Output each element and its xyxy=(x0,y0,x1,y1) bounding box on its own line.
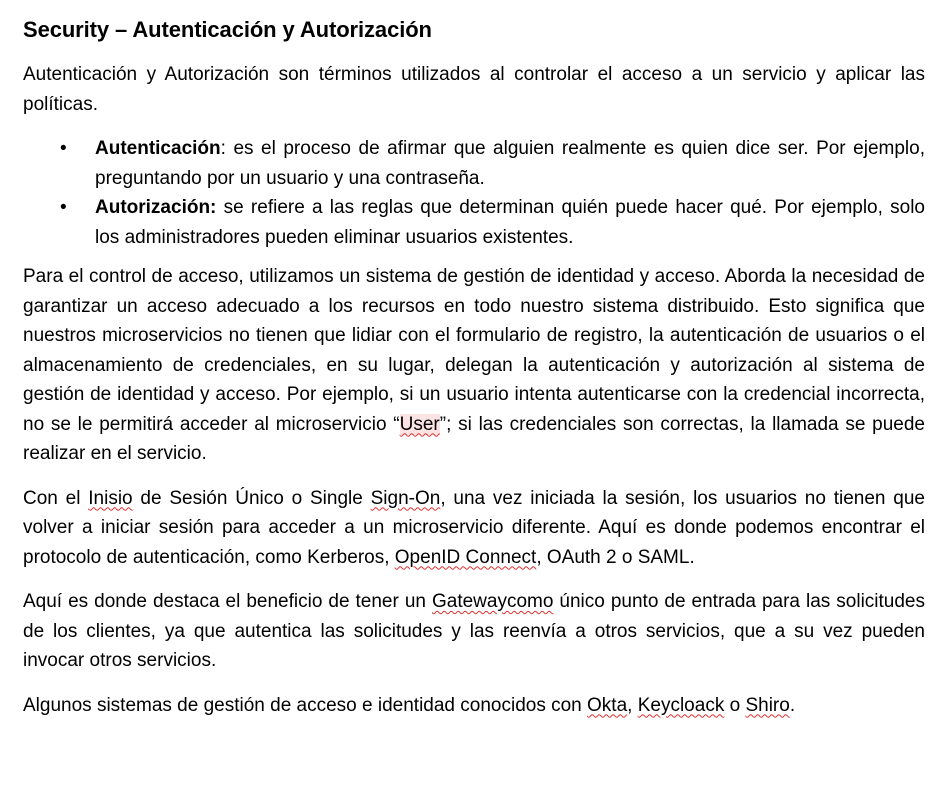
bullet-icon: • xyxy=(60,197,67,218)
spellcheck-word-shiro[interactable]: Shiro xyxy=(745,694,790,716)
iam-text: Algunos sistemas de gestión de acceso e identidad conocidos con xyxy=(23,694,588,716)
definition-autorizacion: se refiere a las reglas que determinan quién puede hacer qué. Por ejemplo, solo los administradores pueden eliminar usuarios existentes. xyxy=(95,197,925,248)
spellcheck-word-inisio[interactable]: Inisio xyxy=(88,487,133,509)
page-title: Security – Autenticación y Autorización xyxy=(23,17,432,42)
iam-systems-paragraph xyxy=(23,691,925,721)
term-autenticacion: Autenticación xyxy=(95,138,221,159)
spellcheck-word-gatewaycomo[interactable]: Gatewaycomo xyxy=(431,591,554,612)
list-item-autorizacion xyxy=(23,193,925,252)
gateway-paragraph xyxy=(23,587,925,676)
spellcheck-word-user[interactable]: User xyxy=(399,413,440,435)
term-autorizacion: Autorización: xyxy=(95,197,217,218)
gateway-text: Aquí es donde destaca el beneficio de tener un xyxy=(23,591,432,612)
sso-text: , OAuth 2 o SAML. xyxy=(536,546,695,568)
iam-text: o xyxy=(724,694,746,716)
spellcheck-word-sign-on[interactable]: Sign-On xyxy=(370,487,441,509)
bullet-icon: • xyxy=(60,138,67,159)
sso-paragraph xyxy=(23,484,925,573)
spellcheck-word-okta[interactable]: Okta xyxy=(587,694,628,716)
gateway-text: único punto de entrada para las solicitudes de los clientes, ya que autentica las solicitudes y las reenvía a otros servicios, que a su vez pueden invocar otros servicios. xyxy=(23,591,925,671)
spellcheck-word-keycloack[interactable]: Keycloack xyxy=(637,694,725,716)
definition-autenticacion: es el proceso de afirmar que alguien realmente es quien dice ser. Por ejemplo, preguntando por un usuario y una contraseña. xyxy=(95,138,925,189)
access-control-text-end: ”; si las credenciales son correctas, la llamada se puede realizar en el servicio. xyxy=(23,413,925,464)
access-control-paragraph xyxy=(23,262,925,469)
spellcheck-word-openid-connect[interactable]: OpenID Connect xyxy=(394,546,537,568)
sso-text: de Sesión Único o Single xyxy=(132,487,371,509)
term-separator: : xyxy=(220,138,226,159)
intro-paragraph: Autenticación y Autorización son términos utilizados al controlar el acceso a un servicio y aplicar las políticas. xyxy=(23,64,925,115)
list-item-autenticacion xyxy=(23,134,925,193)
bullet-list xyxy=(23,134,925,252)
iam-text: . xyxy=(789,694,796,716)
sso-text: , una vez iniciada la sesión, los usuarios no tienen que volver a iniciar sesión para acceder a un microservicio diferente. Aquí es donde podemos encontrar el protocolo de autenticación, como Kerberos, xyxy=(23,487,925,568)
sso-text: Con el xyxy=(23,487,89,509)
access-control-text: Para el control de acceso, utilizamos un sistema de gestión de identidad y acceso. Aborda la necesidad de garantizar un acceso adecuado a los recursos en todo nuestro sistema distribuido. Esto significa que nuestros microservicios no tienen que lidiar con el formulario de registro, la autenticación de usuarios o el almacenamiento de credenciales, en su lugar, delegan la autenticación y autorización al sistema de gestión de identidad y acceso. Por ejemplo, si un usuario intenta autenticarse con la credencial incorrecta, no se le permitirá acceder al microservicio “ xyxy=(23,266,925,435)
iam-text: , xyxy=(627,694,638,716)
